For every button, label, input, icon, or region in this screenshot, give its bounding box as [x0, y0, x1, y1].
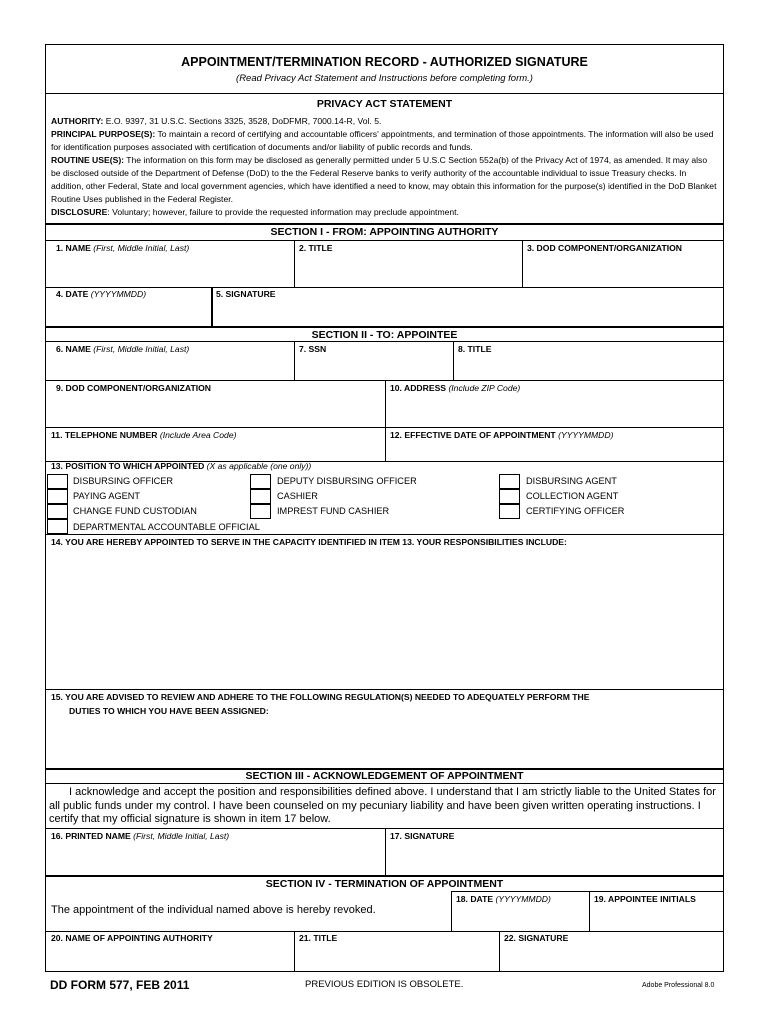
acknowledgement-text: I acknowledge and accept the position and responsibilities defined above. I understand that I am strictly liable to the United States for all public funds under my control. I have been counseled on my pecuniary liability and have been given written operating instructions. I certify that my official signature is shown in item 17 below. — [49, 786, 716, 825]
name-input-appointing[interactable] — [49, 253, 289, 285]
authority-label: AUTHORITY: — [51, 116, 104, 126]
field-4-label: 4. DATE (YYYYMMDD) — [56, 289, 147, 299]
checkbox-collection-agent[interactable] — [499, 489, 520, 504]
component-input-appointee[interactable] — [49, 393, 382, 425]
divider — [46, 326, 723, 328]
option-certifying-officer: CERTIFYING OFFICER — [526, 506, 625, 516]
option-paying-agent: PAYING AGENT — [73, 491, 141, 501]
obsolete-notice: PREVIOUS EDITION IS OBSOLETE. — [305, 979, 464, 990]
divider — [46, 93, 723, 94]
disclosure-text: : Voluntary; however, failure to provide the requested information may preclude appointment. — [107, 207, 459, 217]
checkbox-disbursing-agent[interactable] — [499, 474, 520, 489]
option-deputy-disbursing-officer: DEPUTY DISBURSING OFFICER — [277, 476, 417, 486]
purpose-label: PRINCIPAL PURPOSE(S): — [51, 129, 156, 139]
divider — [294, 341, 295, 380]
checkbox-paying-agent[interactable] — [47, 489, 68, 504]
name-input-appointee[interactable] — [49, 354, 289, 378]
checkbox-deputy-disbursing-officer[interactable] — [250, 474, 271, 489]
field-20-label: 20. NAME OF APPOINTING AUTHORITY — [51, 933, 213, 943]
checkbox-certifying-officer[interactable] — [499, 504, 520, 519]
field-21-label: 21. TITLE — [299, 933, 338, 943]
field-10-label: 10. ADDRESS (Include ZIP Code) — [390, 383, 521, 393]
form-subtitle: (Read Privacy Act Statement and Instructions before completing form.) — [236, 73, 533, 84]
option-disbursing-officer: DISBURSING OFFICER — [73, 476, 174, 486]
software-note: Adobe Professional 8.0 — [642, 982, 715, 989]
option-change-fund-custodian: CHANGE FUND CUSTODIAN — [73, 506, 197, 516]
option-cashier: CASHIER — [277, 491, 318, 501]
option-collection-agent: COLLECTION AGENT — [526, 491, 619, 501]
form-title: APPOINTMENT/TERMINATION RECORD - AUTHORIZED SIGNATURE — [181, 55, 588, 69]
divider — [589, 891, 590, 931]
option-disbursing-agent: DISBURSING AGENT — [526, 476, 617, 486]
section-3-heading: SECTION III - ACKNOWLEDGEMENT OF APPOINTMENT — [245, 770, 524, 782]
field-6-label: 6. NAME (First, Middle Initial, Last) — [56, 344, 190, 354]
checkbox-cashier[interactable] — [250, 489, 271, 504]
field-5-label: 5. SIGNATURE — [216, 289, 276, 299]
checkbox-imprest-fund-cashier[interactable] — [250, 504, 271, 519]
field-16-label: 16. PRINTED NAME (First, Middle Initial, Last) — [51, 831, 230, 841]
checkbox-departmental-accountable-official[interactable] — [47, 519, 68, 534]
divider — [451, 891, 452, 931]
field-13-label: 13. POSITION TO WHICH APPOINTED (X as applicable (one only)) — [51, 461, 312, 471]
routine-use-label: ROUTINE USE(S): — [51, 155, 125, 165]
telephone-input[interactable] — [49, 440, 382, 460]
dd-form-577 — [45, 44, 724, 972]
authority-text: E.O. 9397, 31 U.S.C. Sections 3325, 3528, DoDFMR, 7000.14-R, Vol. 5. — [103, 116, 382, 126]
responsibilities-textarea[interactable] — [49, 549, 719, 685]
title-input-appointee[interactable] — [457, 354, 719, 378]
field-11-label: 11. TELEPHONE NUMBER (Include Area Code) — [51, 430, 237, 440]
divider — [46, 931, 723, 932]
section-2-heading: SECTION II - TO: APPOINTEE — [311, 329, 458, 341]
appointing-authority-signature-input[interactable] — [503, 944, 719, 970]
form-number: DD FORM 577, FEB 2011 — [50, 978, 190, 992]
divider — [46, 240, 723, 241]
field-22-label: 22. SIGNATURE — [504, 933, 569, 943]
divider — [385, 380, 386, 462]
field-14-label: 14. YOU ARE HEREBY APPOINTED TO SERVE IN THE CAPACITY IDENTIFIED IN ITEM 13. YOUR RESPONSIBILITIES INCLUDE: — [51, 537, 567, 547]
revocation-text: The appointment of the individual named above is hereby revoked. — [51, 904, 376, 916]
termination-date-input[interactable] — [455, 905, 585, 929]
field-2-label: 2. TITLE — [299, 243, 333, 253]
routine-use-text: The information on this form may be disclosed as generally permitted under 5 U.S.C Section 552a(b) of the Privacy Act of 1974, as amended. It may also be disclosed outside of the Department of Defense (DoD) to the the Federal Reserve banks to verify authority of the accountable individual to issue Treasury checks. In addition, other Federal, State and local government agencies, which have identified a need to know, may obtain this information for the purpose(s) identified in the DoD Blanket Routine Uses published in the Federal Register. — [51, 155, 717, 204]
divider — [499, 931, 500, 972]
divider — [294, 931, 295, 972]
section-4-heading: SECTION IV - TERMINATION OF APPOINTMENT — [265, 878, 504, 890]
divider — [211, 287, 213, 328]
field-12-label: 12. EFFECTIVE DATE OF APPOINTMENT (YYYYMMDD) — [390, 430, 614, 440]
divider — [46, 427, 723, 428]
printed-name-input[interactable] — [49, 842, 382, 872]
divider — [46, 287, 723, 288]
field-17-label: 17. SIGNATURE — [390, 831, 455, 841]
purpose-text: To maintain a record of certifying and accountable officers' appointments, and termination of those appointments. The information will also be used for identification purposes associated with certification of documents and/or liability of public records and funds. — [51, 129, 714, 152]
divider — [522, 240, 523, 287]
effective-date-input[interactable] — [389, 440, 719, 460]
divider — [294, 240, 295, 287]
date-input-appointing[interactable] — [49, 300, 209, 326]
field-1-label: 1. NAME (First, Middle Initial, Last) — [56, 243, 190, 253]
field-19-label: 19. APPOINTEE INITIALS — [594, 894, 696, 904]
regulations-textarea[interactable] — [49, 718, 719, 766]
address-input[interactable] — [389, 393, 719, 425]
privacy-statement — [51, 115, 717, 219]
field-9-label: 9. DOD COMPONENT/ORGANIZATION — [56, 383, 212, 393]
field-15-label-cont: DUTIES TO WHICH YOU HAVE BEEN ASSIGNED: — [69, 706, 269, 716]
appointing-authority-name-input[interactable] — [49, 944, 289, 970]
option-imprest-fund-cashier: IMPREST FUND CASHIER — [277, 506, 390, 516]
divider — [451, 891, 723, 892]
signature-input-appointing[interactable] — [216, 300, 716, 326]
divider — [46, 534, 723, 535]
privacy-heading: PRIVACY ACT STATEMENT — [316, 98, 453, 110]
field-18-label: 18. DATE (YYYYMMDD) — [456, 894, 551, 904]
section-1-heading: SECTION I - FROM: APPOINTING AUTHORITY — [270, 226, 499, 238]
appointing-authority-title-input[interactable] — [298, 944, 495, 970]
field-15-label: 15. YOU ARE ADVISED TO REVIEW AND ADHERE TO THE FOLLOWING REGULATION(S) NEEDED TO ADEQUATELY PERFORM THE — [51, 692, 590, 702]
divider — [46, 341, 723, 342]
field-3-label: 3. DOD COMPONENT/ORGANIZATION — [527, 243, 683, 253]
divider — [385, 828, 386, 875]
checkbox-disbursing-officer[interactable] — [47, 474, 68, 489]
appointee-signature-input[interactable] — [389, 842, 719, 872]
divider — [453, 341, 454, 380]
field-8-label: 8. TITLE — [458, 344, 492, 354]
divider — [46, 223, 723, 225]
ssn-input[interactable] — [298, 354, 450, 378]
checkbox-change-fund-custodian[interactable] — [47, 504, 68, 519]
field-7-label: 7. SSN — [299, 344, 327, 354]
divider — [46, 783, 723, 784]
component-input-appointing[interactable] — [526, 253, 720, 285]
appointee-initials-input[interactable] — [593, 905, 719, 929]
option-departmental-accountable-official: DEPARTMENTAL ACCOUNTABLE OFFICIAL — [73, 522, 260, 532]
disclosure-label: DISCLOSURE — [51, 207, 108, 217]
title-input-appointing[interactable] — [298, 253, 518, 285]
divider — [46, 875, 723, 877]
divider — [46, 689, 723, 690]
